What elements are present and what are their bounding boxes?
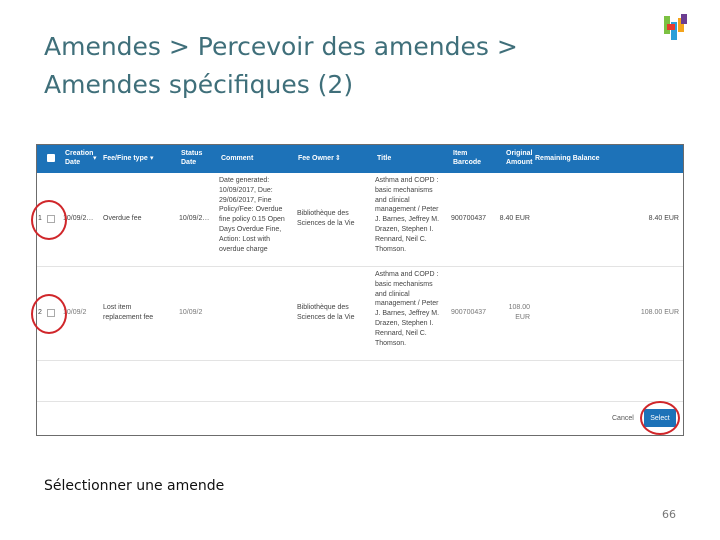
- fee-type-cell: Lost item replacement fee: [103, 304, 154, 321]
- slide-title-line-2: Amendes spécifiques (2): [44, 70, 354, 99]
- col-item-barcode[interactable]: Item Barcode: [453, 150, 482, 166]
- col-creation-date[interactable]: Creation Date: [65, 150, 94, 166]
- modal-footer-divider: [37, 401, 683, 402]
- creation-date-cell: 10/09/2…: [63, 215, 94, 222]
- slide-title: [44, 28, 644, 104]
- row-checkbox[interactable]: [47, 215, 55, 223]
- page-number: 66: [662, 508, 676, 521]
- original-amount-cell: 108.00 EUR: [508, 304, 530, 321]
- creation-date-cell: 10/09/2: [63, 309, 87, 316]
- title-cell[interactable]: Asthma and COPD : basic mechanisms and clinical management / Peter J. Barnes, Jeffrey M. Drazen, Stephen I. Rennard, Neil C. Thomson.: [375, 271, 440, 347]
- sort-updown-icon: ⇕: [335, 155, 341, 162]
- remaining-balance-cell: 8.40 EUR: [648, 215, 679, 222]
- table-row[interactable]: [37, 173, 683, 267]
- col-fee-type[interactable]: Fee/Fine type: [103, 155, 148, 162]
- col-original-amount[interactable]: Original Amount: [506, 150, 533, 166]
- row-checkbox[interactable]: [47, 309, 55, 317]
- screenshot-panel: [36, 144, 684, 436]
- title-cell[interactable]: Asthma and COPD : basic mechanisms and clinical management / Peter J. Barnes, Jeffrey M. Drazen, Stephen I. Rennard, Neil C. Thomson.: [375, 177, 440, 253]
- table-row[interactable]: [37, 267, 683, 361]
- original-amount-cell: 8.40 EUR: [499, 215, 530, 222]
- col-fee-owner[interactable]: Fee Owner: [298, 155, 334, 162]
- slide-caption: Sélectionner une amende: [44, 478, 225, 494]
- logo-icon: [664, 14, 688, 42]
- item-barcode-cell: 900700437: [451, 309, 487, 316]
- slide-title-line-1: Amendes > Percevoir des amendes >: [44, 32, 518, 61]
- item-barcode-cell: 900700437: [451, 215, 487, 222]
- sort-down-icon: ▾: [150, 155, 154, 162]
- remaining-balance-cell: 108.00 EUR: [640, 309, 679, 316]
- status-date-cell: 10/09/2…: [179, 215, 210, 222]
- fee-owner-cell: Bibliothèque des Sciences de la Vie: [297, 210, 355, 227]
- comment-cell: Date generated: 10/09/2017, Due: 29/06/2017, Fine Policy/Fee: Overdue fine policy 0.15 Open Days Overdue Fine, Action: Lost with overdue charge: [219, 177, 285, 253]
- row-number: 2: [38, 309, 42, 316]
- col-status-date[interactable]: Status Date: [181, 150, 203, 166]
- fee-owner-cell: Bibliothèque des Sciences de la Vie: [297, 304, 355, 321]
- col-title[interactable]: Title: [377, 155, 392, 162]
- col-comment[interactable]: Comment: [221, 155, 254, 162]
- select-button[interactable]: Select: [644, 409, 676, 427]
- status-date-cell: 10/09/2: [179, 309, 203, 316]
- row-number: 1: [38, 215, 42, 222]
- cancel-button[interactable]: Cancel: [612, 415, 634, 422]
- select-all-checkbox[interactable]: [47, 154, 55, 162]
- sort-down-icon: ▾: [93, 155, 97, 162]
- fee-type-cell: Overdue fee: [103, 215, 142, 222]
- table-header: [37, 145, 683, 173]
- col-remaining-balance[interactable]: Remaining Balance: [535, 155, 600, 162]
